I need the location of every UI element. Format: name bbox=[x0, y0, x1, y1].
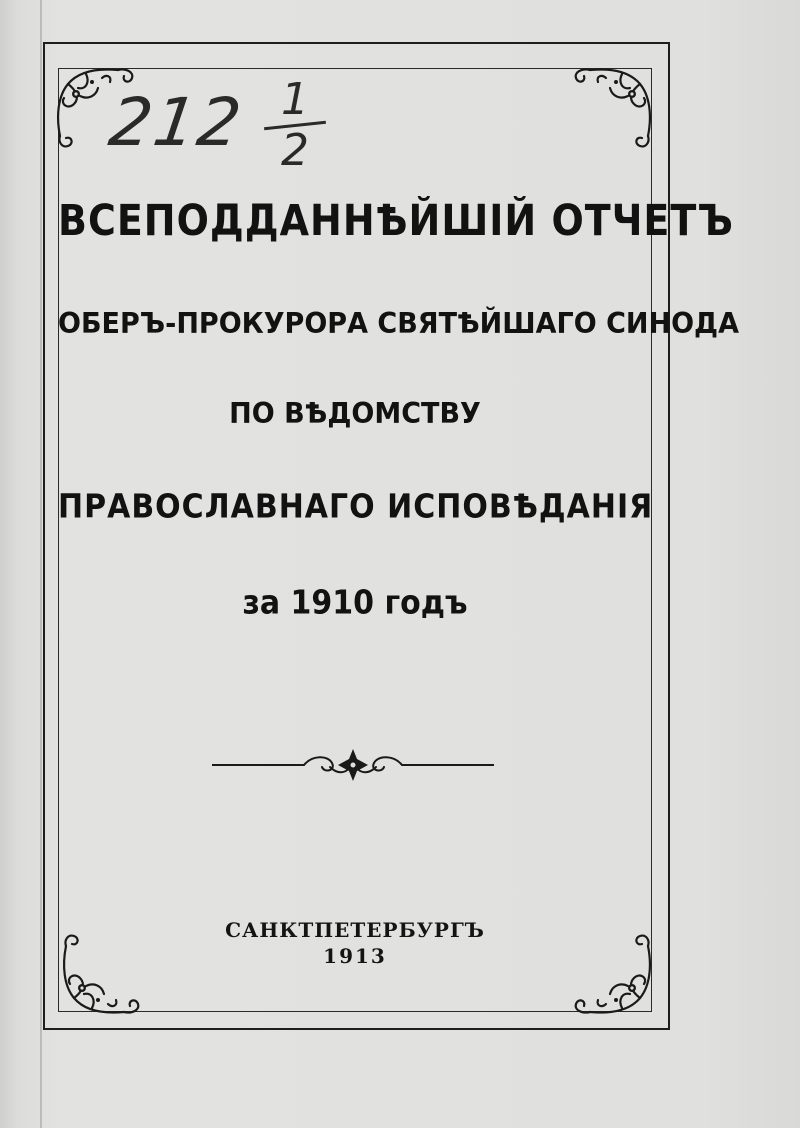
binding-gutter bbox=[40, 0, 42, 1128]
title-line-department: ПО ВѢДОМСТВУ bbox=[229, 398, 481, 431]
shelfmark-fraction bbox=[260, 74, 330, 176]
fleuron-divider-icon bbox=[212, 745, 494, 785]
title-main: ВСЕПОДДАННѢЙШІЙ ОТЧЕТЪ bbox=[58, 196, 734, 246]
imprint-city: САНКТПЕТЕРБУРГЪ bbox=[225, 918, 485, 942]
title-line-ober-procurator: ОБЕРЪ-ПРОКУРОРА СВЯТѢЙШАГО СИНОДА bbox=[58, 308, 739, 341]
title-line-year: за 1910 годъ bbox=[242, 584, 468, 623]
handwritten-shelfmark bbox=[104, 72, 350, 192]
shelfmark-denominator: 2 bbox=[281, 125, 309, 176]
imprint-year: 1913 bbox=[323, 944, 387, 968]
corner-flourish-icon bbox=[566, 56, 662, 152]
shelfmark-number: 212 bbox=[104, 84, 248, 161]
shelfmark-numerator: 1 bbox=[281, 74, 309, 125]
title-line-confession: ПРАВОСЛАВНАГО ИСПОВѢДАНІЯ bbox=[58, 488, 654, 527]
